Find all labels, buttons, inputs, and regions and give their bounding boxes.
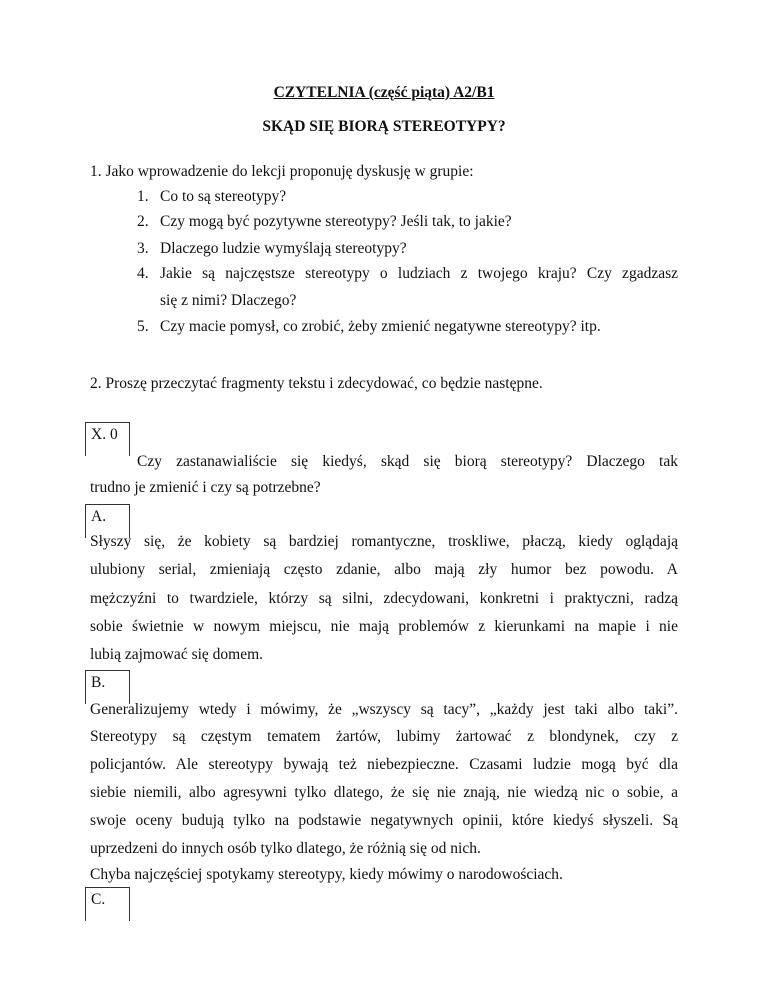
question-text: Czy macie pomysł, co zrobić, żeby zmienić negatywne stereotypy? itp. [160,318,601,335]
document-subtitle: SKĄD SIĘ BIORĄ STEREOTYPY? [262,118,506,135]
fragment-text-line: uprzedzeni do innych osób tylko dlatego, że różnią się od nich. [90,840,481,857]
fragment-label: A. [91,508,107,525]
fragment-text-line: trudno je zmienić i czy są potrzebne? [90,479,321,496]
question-number: 4. [137,265,149,282]
question-number: 5. [137,318,149,335]
fragment-text-line: Czy zastanawialiście się kiedyś, skąd się biorą stereotypy? Dlaczego tak [137,453,678,470]
task1-intro: 1. Jako wprowadzenie do lekcji proponuję dyskusję w grupie: [90,163,474,180]
question-text: Jakie są najczęstsze stereotypy o ludziach z twojego kraju? Czy zgadzasz [160,265,678,282]
question-number: 2. [137,213,149,230]
fragment-text-line: Stereotypy są częstym tematem żartów, lubimy żartować z blondynek, czy z [90,728,678,745]
fragment-text-line: swoje oceny budują tylko na podstawie negatywnych opinii, które kiedyś słyszeli. Są [90,812,678,829]
fragment-text-line: sobie świetnie w nowym miejscu, nie mają problemów z kierunkami na mapie i nie [90,618,678,635]
fragment-label: X. 0 [91,426,118,443]
fragment-text-line: lubią zajmować się domem. [90,646,264,663]
fragment-label-box [85,887,130,921]
fragment-text-line: Słyszy się, że kobiety są bardziej romantyczne, troskliwe, płaczą, kiedy oglądają [90,533,678,550]
fragment-label: C. [91,891,106,908]
fragment-text-line: ulubiony serial, zmieniają często zdanie, albo mają zły humor bez powodu. A [90,561,678,578]
question-text: Czy mogą być pozytywne stereotypy? Jeśli tak, to jakie? [160,213,512,230]
fragment-text-line: siebie niemili, albo agresywni tylko dlatego, że się nie znają, nie wiedzą nic o sobie, a [90,784,678,801]
question-number: 3. [137,240,149,257]
fragment-text-line: policjantów. Ale stereotypy bywają też niebezpieczne. Czasami ludzie mogą być dla [90,756,678,773]
task2-intro: 2. Proszę przeczytać fragmenty tekstu i zdecydować, co będzie następne. [90,375,543,392]
fragment-label-box [85,670,130,704]
question-text: Dlaczego ludzie wymyślają stereotypy? [160,240,407,257]
question-text-continued: się z nimi? Dlaczego? [160,292,297,309]
fragment-text-line: Generalizujemy wtedy i mówimy, że „wszyscy są tacy”, „każdy jest taki albo taki”. [90,701,678,718]
question-number: 1. [137,188,149,205]
fragment-text-line: Chyba najczęściej spotykamy stereotypy, kiedy mówimy o narodowościach. [90,866,563,883]
document-title: CZYTELNIA (część piąta) A2/B1 [273,84,495,101]
fragment-text-line: mężczyźni to twardziele, którzy są silni, zdecydowani, konkretni i praktyczni, radzą [90,590,678,607]
fragment-label-box [85,422,130,456]
fragment-label: B. [91,674,106,691]
question-text: Co to są stereotypy? [160,188,287,205]
